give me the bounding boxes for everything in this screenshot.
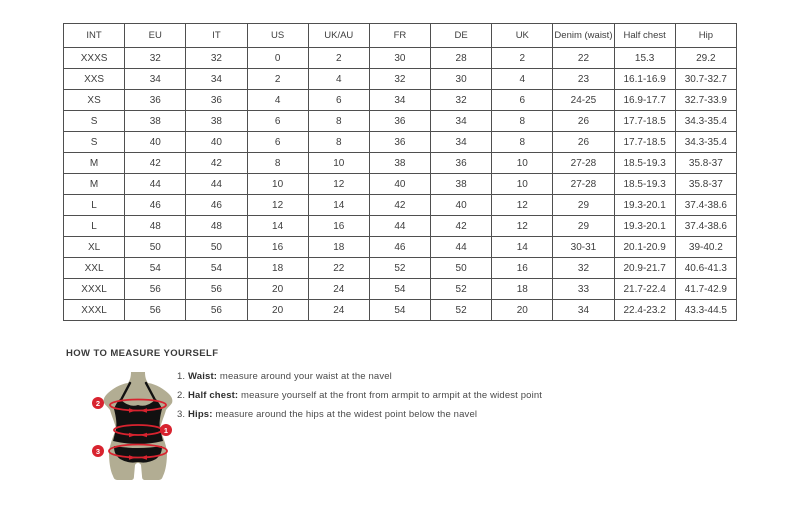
table-cell: 30-31 [553,237,614,258]
table-cell: 35.8-37 [675,153,736,174]
step-label: Waist: [188,371,218,382]
table-cell: 34 [431,132,492,153]
table-cell: 44 [431,237,492,258]
column-header: UK [492,24,553,48]
table-cell: 20 [492,300,553,321]
table-cell: 44 [186,174,247,195]
column-header: US [247,24,308,48]
table-cell: L [64,216,125,237]
table-cell: 48 [186,216,247,237]
table-cell: 4 [492,69,553,90]
table-cell: 46 [369,237,430,258]
table-cell: 29 [553,195,614,216]
column-header: Half chest [614,24,675,48]
table-cell: 24-25 [553,90,614,111]
table-cell: 54 [125,258,186,279]
table-cell: 30.7-32.7 [675,69,736,90]
table-cell: 17.7-18.5 [614,111,675,132]
table-cell: 56 [125,300,186,321]
table-row [64,111,737,132]
measure-section-title: HOW TO MEASURE YOURSELF [66,348,219,359]
table-cell: 32 [369,69,430,90]
table-row [64,132,737,153]
table-cell: 29 [553,216,614,237]
table-cell: 27-28 [553,153,614,174]
column-header: EU [125,24,186,48]
table-cell: 10 [492,153,553,174]
table-cell: 10 [308,153,369,174]
table-row [64,153,737,174]
chest-marker-number: 2 [95,398,101,408]
table-row [64,69,737,90]
table-cell: 21.7-22.4 [614,279,675,300]
step-number: 3. [177,409,186,420]
table-cell: 37.4-38.6 [675,195,736,216]
table-cell: 12 [247,195,308,216]
table-cell: XXXS [64,48,125,69]
table-cell: 40 [125,132,186,153]
table-cell: 37.4-38.6 [675,216,736,237]
table-cell: 16 [308,216,369,237]
table-cell: 20.1-20.9 [614,237,675,258]
table-cell: 54 [369,300,430,321]
table-cell: 32.7-33.9 [675,90,736,111]
table-cell: 0 [247,48,308,69]
table-cell: XS [64,90,125,111]
table-cell: 26 [553,132,614,153]
table-cell: 18 [247,258,308,279]
table-row [64,237,737,258]
table-cell: 38 [431,174,492,195]
table-cell: 32 [431,90,492,111]
table-cell: 12 [308,174,369,195]
table-cell: 16 [492,258,553,279]
table-cell: 36 [125,90,186,111]
table-cell: 6 [247,111,308,132]
table-cell: XL [64,237,125,258]
column-header: FR [369,24,430,48]
table-cell: 38 [125,111,186,132]
table-cell: 8 [492,111,553,132]
table-cell: 18.5-19.3 [614,153,675,174]
table-cell: 56 [186,300,247,321]
table-cell: 40.6-41.3 [675,258,736,279]
table-cell: 48 [125,216,186,237]
table-cell: S [64,111,125,132]
table-cell: 36 [186,90,247,111]
table-cell: 8 [247,153,308,174]
table-cell: 43.3-44.5 [675,300,736,321]
size-table-header-row [64,24,737,48]
table-cell: 16 [247,237,308,258]
table-cell: 8 [308,111,369,132]
table-cell: 33 [553,279,614,300]
table-row [64,216,737,237]
table-cell: 36 [431,153,492,174]
table-row [64,195,737,216]
table-cell: 34.3-35.4 [675,111,736,132]
column-header: UK/AU [308,24,369,48]
table-cell: 41.7-42.9 [675,279,736,300]
table-cell: 27-28 [553,174,614,195]
table-cell: 50 [125,237,186,258]
table-cell: 46 [186,195,247,216]
table-cell: 2 [308,48,369,69]
table-cell: 42 [186,153,247,174]
table-cell: L [64,195,125,216]
table-row [64,279,737,300]
table-cell: 12 [492,216,553,237]
measure-step-waist [177,371,542,382]
table-cell: S [64,132,125,153]
measure-instructions [177,371,542,420]
table-cell: 36 [369,111,430,132]
table-cell: 17.7-18.5 [614,132,675,153]
table-cell: 19.3-20.1 [614,216,675,237]
table-cell: 40 [369,174,430,195]
swimsuit-top [113,399,163,444]
table-cell: 34 [125,69,186,90]
table-cell: 19.3-20.1 [614,195,675,216]
table-cell: 22.4-23.2 [614,300,675,321]
table-cell: 26 [553,111,614,132]
table-cell: 22 [553,48,614,69]
table-cell: 39-40.2 [675,237,736,258]
table-cell: 32 [553,258,614,279]
table-cell: 28 [431,48,492,69]
table-cell: 52 [431,300,492,321]
table-cell: 16.1-16.9 [614,69,675,90]
table-cell: 46 [125,195,186,216]
table-cell: 56 [186,279,247,300]
table-cell: 8 [308,132,369,153]
step-number: 2. [177,390,186,401]
table-cell: 23 [553,69,614,90]
table-cell: 54 [186,258,247,279]
step-text: measure yourself at the front from armpit to armpit at the widest point [241,390,543,401]
table-cell: 6 [247,132,308,153]
table-cell: 14 [247,216,308,237]
step-text: measure around the hips at the widest point below the navel [215,409,478,420]
table-cell: 42 [369,195,430,216]
table-cell: 40 [431,195,492,216]
table-cell: 34 [369,90,430,111]
table-cell: 30 [431,69,492,90]
table-cell: 35.8-37 [675,174,736,195]
table-cell: 4 [308,69,369,90]
column-header: DE [431,24,492,48]
table-cell: 52 [369,258,430,279]
hips-marker-number: 3 [95,446,101,456]
table-cell: XXL [64,258,125,279]
table-row [64,300,737,321]
table-cell: XXXL [64,300,125,321]
table-cell: XXXL [64,279,125,300]
table-cell: 38 [186,111,247,132]
column-header: Denim (waist) [553,24,614,48]
column-header: IT [186,24,247,48]
table-cell: M [64,174,125,195]
table-cell: 4 [247,90,308,111]
table-cell: 44 [369,216,430,237]
table-cell: 42 [431,216,492,237]
table-cell: 8 [492,132,553,153]
table-cell: 18 [308,237,369,258]
table-cell: 2 [247,69,308,90]
table-cell: 14 [308,195,369,216]
column-header: INT [64,24,125,48]
table-cell: 24 [308,300,369,321]
table-cell: 6 [308,90,369,111]
table-cell: 34 [431,111,492,132]
table-cell: 18 [492,279,553,300]
table-cell: 30 [369,48,430,69]
step-number: 1. [177,371,186,382]
table-cell: 6 [492,90,553,111]
table-cell: 14 [492,237,553,258]
table-cell: 38 [369,153,430,174]
table-cell: 42 [125,153,186,174]
table-cell: 40 [186,132,247,153]
table-cell: 56 [125,279,186,300]
table-cell: 18.5-19.3 [614,174,675,195]
size-table-body [64,48,737,321]
table-row [64,258,737,279]
table-cell: 34 [553,300,614,321]
table-row [64,48,737,69]
table-cell: 15.3 [614,48,675,69]
waist-marker-number: 1 [163,425,169,435]
table-cell: 20.9-21.7 [614,258,675,279]
table-cell: 34 [186,69,247,90]
table-cell: 22 [308,258,369,279]
table-cell: 16.9-17.7 [614,90,675,111]
table-cell: 24 [308,279,369,300]
table-cell: 2 [492,48,553,69]
table-cell: 50 [186,237,247,258]
size-conversion-table [63,23,737,321]
table-cell: 44 [125,174,186,195]
table-cell: 10 [247,174,308,195]
step-label: Half chest: [188,390,239,401]
table-cell: 50 [431,258,492,279]
table-cell: 20 [247,279,308,300]
table-cell: 52 [431,279,492,300]
table-cell: 36 [369,132,430,153]
table-cell: 54 [369,279,430,300]
table-cell: XXS [64,69,125,90]
table-row [64,90,737,111]
measure-step-half-chest [177,390,542,401]
table-cell: M [64,153,125,174]
step-label: Hips: [188,409,213,420]
table-cell: 32 [125,48,186,69]
table-cell: 10 [492,174,553,195]
table-cell: 32 [186,48,247,69]
table-cell: 12 [492,195,553,216]
table-cell: 29.2 [675,48,736,69]
step-text: measure around your waist at the navel [219,371,392,382]
table-cell: 34.3-35.4 [675,132,736,153]
table-row [64,174,737,195]
measure-step-hips [177,409,542,420]
table-cell: 20 [247,300,308,321]
column-header: Hip [675,24,736,48]
